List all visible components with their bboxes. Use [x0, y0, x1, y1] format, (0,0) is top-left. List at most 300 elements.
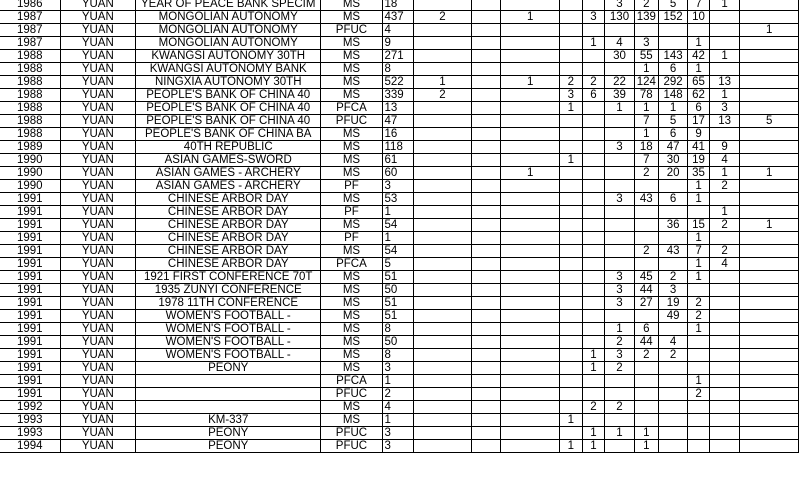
grade-col-9-cell[interactable]: [688, 206, 710, 219]
total-cell[interactable]: 18: [382, 0, 413, 11]
currency-cell[interactable]: YUAN: [60, 232, 136, 245]
year-cell[interactable]: 1990: [0, 154, 60, 167]
grade-col-4-cell[interactable]: [559, 323, 582, 336]
grade-col-7-cell[interactable]: [634, 24, 658, 37]
year-cell[interactable]: 1991: [0, 375, 60, 388]
grade-col-1-cell[interactable]: [413, 232, 472, 245]
grade-col-6-cell[interactable]: 3: [605, 193, 634, 206]
grade-col-3-cell[interactable]: [501, 232, 560, 245]
description-cell[interactable]: WOMEN'S FOOTBALL -: [136, 349, 321, 362]
currency-cell[interactable]: YUAN: [60, 102, 136, 115]
description-cell[interactable]: WOMEN'S FOOTBALL -: [136, 336, 321, 349]
total-cell[interactable]: 1: [382, 232, 413, 245]
grade-col-2-cell[interactable]: [472, 154, 501, 167]
grade-col-4-cell[interactable]: [559, 401, 582, 414]
year-cell[interactable]: 1991: [0, 297, 60, 310]
grade-col-11-cell[interactable]: [740, 11, 799, 24]
grade-col-3-cell[interactable]: [501, 50, 560, 63]
year-cell[interactable]: 1988: [0, 76, 60, 89]
grade-col-7-cell[interactable]: [634, 232, 658, 245]
grade-col-8-cell[interactable]: 6: [658, 63, 687, 76]
grade-col-6-cell[interactable]: 1: [605, 323, 634, 336]
grade-col-9-cell[interactable]: 62: [688, 89, 710, 102]
grade-col-5-cell[interactable]: [582, 232, 605, 245]
total-cell[interactable]: 8: [382, 349, 413, 362]
grade-col-8-cell[interactable]: [658, 258, 687, 271]
grade-col-10-cell[interactable]: [709, 388, 740, 401]
total-cell[interactable]: 8: [382, 63, 413, 76]
grade-type-cell[interactable]: MS: [321, 50, 382, 63]
grade-col-5-cell[interactable]: 1: [582, 37, 605, 50]
grade-col-5-cell[interactable]: [582, 24, 605, 37]
grade-col-4-cell[interactable]: [559, 388, 582, 401]
grade-col-2-cell[interactable]: [472, 245, 501, 258]
grade-col-1-cell[interactable]: [413, 375, 472, 388]
grade-col-7-cell[interactable]: [634, 388, 658, 401]
grade-type-cell[interactable]: MS: [321, 271, 382, 284]
year-cell[interactable]: 1987: [0, 24, 60, 37]
grade-col-3-cell[interactable]: [501, 193, 560, 206]
grade-col-11-cell[interactable]: [740, 375, 799, 388]
grade-col-2-cell[interactable]: [472, 206, 501, 219]
grade-col-10-cell[interactable]: [709, 310, 740, 323]
total-cell[interactable]: 1: [382, 375, 413, 388]
grade-col-9-cell[interactable]: 2: [688, 388, 710, 401]
grade-col-3-cell[interactable]: [501, 219, 560, 232]
year-cell[interactable]: 1991: [0, 388, 60, 401]
year-cell[interactable]: 1991: [0, 206, 60, 219]
grade-col-10-cell[interactable]: [709, 24, 740, 37]
description-cell[interactable]: PEOPLE'S BANK OF CHINA 40: [136, 115, 321, 128]
grade-col-2-cell[interactable]: [472, 167, 501, 180]
grade-col-9-cell[interactable]: 19: [688, 154, 710, 167]
description-cell[interactable]: [136, 401, 321, 414]
grade-col-10-cell[interactable]: [709, 37, 740, 50]
grade-col-10-cell[interactable]: [709, 323, 740, 336]
description-cell[interactable]: CHINESE ARBOR DAY: [136, 193, 321, 206]
description-cell[interactable]: [136, 375, 321, 388]
grade-col-9-cell[interactable]: [688, 362, 710, 375]
grade-col-7-cell[interactable]: [634, 180, 658, 193]
grade-col-3-cell[interactable]: [501, 310, 560, 323]
total-cell[interactable]: 4: [382, 401, 413, 414]
total-cell[interactable]: 60: [382, 167, 413, 180]
grade-col-3-cell[interactable]: [501, 271, 560, 284]
grade-col-5-cell[interactable]: [582, 271, 605, 284]
grade-col-9-cell[interactable]: 2: [688, 310, 710, 323]
grade-col-1-cell[interactable]: [413, 310, 472, 323]
grade-col-1-cell[interactable]: [413, 362, 472, 375]
grade-col-10-cell[interactable]: [709, 284, 740, 297]
grade-col-7-cell[interactable]: 6: [634, 323, 658, 336]
grade-col-10-cell[interactable]: 9: [709, 141, 740, 154]
grade-col-1-cell[interactable]: [413, 193, 472, 206]
grade-col-11-cell[interactable]: [740, 310, 799, 323]
grade-type-cell[interactable]: PFUC: [321, 24, 382, 37]
grade-col-7-cell[interactable]: [634, 219, 658, 232]
grade-col-6-cell[interactable]: [605, 375, 634, 388]
total-cell[interactable]: 1: [382, 414, 413, 427]
grade-col-6-cell[interactable]: 3: [605, 297, 634, 310]
description-cell[interactable]: ASIAN GAMES-SWORD: [136, 154, 321, 167]
grade-col-5-cell[interactable]: [582, 414, 605, 427]
grade-col-11-cell[interactable]: 1: [740, 219, 799, 232]
grade-col-2-cell[interactable]: [472, 323, 501, 336]
grade-col-1-cell[interactable]: [413, 245, 472, 258]
year-cell[interactable]: 1991: [0, 219, 60, 232]
grade-col-8-cell[interactable]: 1: [658, 102, 687, 115]
grade-col-7-cell[interactable]: 3: [634, 37, 658, 50]
grade-col-3-cell[interactable]: [501, 180, 560, 193]
grade-col-2-cell[interactable]: [472, 427, 501, 440]
grade-col-5-cell[interactable]: 1: [582, 349, 605, 362]
total-cell[interactable]: 51: [382, 271, 413, 284]
grade-col-5-cell[interactable]: [582, 336, 605, 349]
grade-col-1-cell[interactable]: [413, 24, 472, 37]
grade-col-8-cell[interactable]: [658, 323, 687, 336]
grade-col-2-cell[interactable]: [472, 219, 501, 232]
grade-col-11-cell[interactable]: [740, 245, 799, 258]
grade-col-4-cell[interactable]: [559, 180, 582, 193]
total-cell[interactable]: 118: [382, 141, 413, 154]
grade-col-4-cell[interactable]: [559, 206, 582, 219]
grade-col-6-cell[interactable]: 130: [605, 11, 634, 24]
grade-col-11-cell[interactable]: [740, 271, 799, 284]
grade-col-7-cell[interactable]: [634, 375, 658, 388]
grade-col-1-cell[interactable]: [413, 167, 472, 180]
total-cell[interactable]: 9: [382, 37, 413, 50]
grade-type-cell[interactable]: MS: [321, 128, 382, 141]
grade-col-5-cell[interactable]: [582, 154, 605, 167]
total-cell[interactable]: 3: [382, 440, 413, 453]
grade-col-9-cell[interactable]: [688, 24, 710, 37]
grade-type-cell[interactable]: PFUC: [321, 427, 382, 440]
grade-col-4-cell[interactable]: [559, 167, 582, 180]
year-cell[interactable]: 1988: [0, 50, 60, 63]
currency-cell[interactable]: YUAN: [60, 76, 136, 89]
grade-col-7-cell[interactable]: [634, 258, 658, 271]
grade-col-8-cell[interactable]: [658, 388, 687, 401]
grade-col-10-cell[interactable]: 2: [709, 219, 740, 232]
grade-col-7-cell[interactable]: 2: [634, 167, 658, 180]
grade-col-6-cell[interactable]: [605, 258, 634, 271]
grade-col-5-cell[interactable]: [582, 388, 605, 401]
grade-col-1-cell[interactable]: [413, 414, 472, 427]
description-cell[interactable]: PEOPLE'S BANK OF CHINA 40: [136, 89, 321, 102]
grade-col-5-cell[interactable]: 1: [582, 440, 605, 453]
grade-col-7-cell[interactable]: 139: [634, 11, 658, 24]
grade-col-8-cell[interactable]: 30: [658, 154, 687, 167]
grade-col-6-cell[interactable]: [605, 180, 634, 193]
year-cell[interactable]: 1992: [0, 401, 60, 414]
grade-col-8-cell[interactable]: [658, 375, 687, 388]
currency-cell[interactable]: YUAN: [60, 180, 136, 193]
grade-col-4-cell[interactable]: [559, 11, 582, 24]
grade-col-1-cell[interactable]: [413, 219, 472, 232]
grade-col-11-cell[interactable]: 1: [740, 167, 799, 180]
grade-col-3-cell[interactable]: [501, 128, 560, 141]
grade-col-1-cell[interactable]: [413, 349, 472, 362]
grade-col-6-cell[interactable]: [605, 245, 634, 258]
grade-col-4-cell[interactable]: [559, 349, 582, 362]
grade-col-8-cell[interactable]: 4: [658, 336, 687, 349]
grade-col-5-cell[interactable]: [582, 297, 605, 310]
grade-type-cell[interactable]: MS: [321, 154, 382, 167]
grade-col-5-cell[interactable]: 2: [582, 76, 605, 89]
total-cell[interactable]: 3: [382, 362, 413, 375]
grade-type-cell[interactable]: MS: [321, 362, 382, 375]
currency-cell[interactable]: YUAN: [60, 141, 136, 154]
year-cell[interactable]: 1991: [0, 310, 60, 323]
grade-col-3-cell[interactable]: [501, 258, 560, 271]
grade-col-8-cell[interactable]: 3: [658, 284, 687, 297]
grade-col-1-cell[interactable]: [413, 271, 472, 284]
grade-type-cell[interactable]: MS: [321, 167, 382, 180]
currency-cell[interactable]: YUAN: [60, 271, 136, 284]
grade-col-2-cell[interactable]: [472, 0, 501, 11]
currency-cell[interactable]: YUAN: [60, 349, 136, 362]
grade-col-1-cell[interactable]: [413, 37, 472, 50]
grade-col-9-cell[interactable]: 1: [688, 271, 710, 284]
grade-col-7-cell[interactable]: [634, 401, 658, 414]
grade-col-4-cell[interactable]: [559, 24, 582, 37]
grade-col-1-cell[interactable]: [413, 258, 472, 271]
grade-col-9-cell[interactable]: [688, 401, 710, 414]
currency-cell[interactable]: YUAN: [60, 284, 136, 297]
total-cell[interactable]: 13: [382, 102, 413, 115]
currency-cell[interactable]: YUAN: [60, 154, 136, 167]
grade-col-3-cell[interactable]: [501, 141, 560, 154]
grade-col-7-cell[interactable]: [634, 310, 658, 323]
description-cell[interactable]: KWANGSI AUTONOMY 30TH: [136, 50, 321, 63]
description-cell[interactable]: CHINESE ARBOR DAY: [136, 245, 321, 258]
currency-cell[interactable]: YUAN: [60, 63, 136, 76]
grade-col-9-cell[interactable]: [688, 427, 710, 440]
grade-col-9-cell[interactable]: [688, 440, 710, 453]
grade-col-3-cell[interactable]: [501, 154, 560, 167]
grade-col-7-cell[interactable]: 2: [634, 0, 658, 11]
grade-col-9-cell[interactable]: 2: [688, 297, 710, 310]
grade-col-9-cell[interactable]: 10: [688, 11, 710, 24]
grade-col-10-cell[interactable]: [709, 271, 740, 284]
grade-col-2-cell[interactable]: [472, 11, 501, 24]
grade-col-3-cell[interactable]: [501, 63, 560, 76]
grade-type-cell[interactable]: MS: [321, 323, 382, 336]
grade-col-2-cell[interactable]: [472, 349, 501, 362]
grade-col-11-cell[interactable]: [740, 180, 799, 193]
grade-col-4-cell[interactable]: [559, 141, 582, 154]
description-cell[interactable]: 1921 FIRST CONFERENCE 70T: [136, 271, 321, 284]
grade-col-3-cell[interactable]: [501, 440, 560, 453]
grade-col-2-cell[interactable]: [472, 336, 501, 349]
grade-col-7-cell[interactable]: 1: [634, 128, 658, 141]
grade-col-9-cell[interactable]: 1: [688, 180, 710, 193]
grade-col-6-cell[interactable]: 3: [605, 141, 634, 154]
grade-col-10-cell[interactable]: 13: [709, 115, 740, 128]
grade-col-8-cell[interactable]: [658, 206, 687, 219]
grade-col-11-cell[interactable]: [740, 427, 799, 440]
grade-col-6-cell[interactable]: 3: [605, 271, 634, 284]
grade-col-3-cell[interactable]: [501, 115, 560, 128]
grade-col-5-cell[interactable]: [582, 128, 605, 141]
grade-col-9-cell[interactable]: 1: [688, 63, 710, 76]
grade-col-10-cell[interactable]: 1: [709, 167, 740, 180]
description-cell[interactable]: 1978 11TH CONFERENCE: [136, 297, 321, 310]
grade-col-3-cell[interactable]: [501, 362, 560, 375]
total-cell[interactable]: 339: [382, 89, 413, 102]
year-cell[interactable]: 1987: [0, 11, 60, 24]
grade-col-2-cell[interactable]: [472, 440, 501, 453]
grade-type-cell[interactable]: PFCA: [321, 375, 382, 388]
grade-col-8-cell[interactable]: 6: [658, 193, 687, 206]
grade-col-8-cell[interactable]: 49: [658, 310, 687, 323]
description-cell[interactable]: KM-337: [136, 414, 321, 427]
grade-col-9-cell[interactable]: 35: [688, 167, 710, 180]
grade-col-2-cell[interactable]: [472, 310, 501, 323]
grade-col-4-cell[interactable]: [559, 245, 582, 258]
grade-type-cell[interactable]: MS: [321, 284, 382, 297]
grade-col-8-cell[interactable]: 148: [658, 89, 687, 102]
currency-cell[interactable]: YUAN: [60, 297, 136, 310]
grade-col-7-cell[interactable]: 44: [634, 284, 658, 297]
description-cell[interactable]: 40TH REPUBLIC: [136, 141, 321, 154]
grade-col-8-cell[interactable]: [658, 24, 687, 37]
grade-col-10-cell[interactable]: 1: [709, 0, 740, 11]
grade-col-1-cell[interactable]: [413, 115, 472, 128]
currency-cell[interactable]: YUAN: [60, 401, 136, 414]
grade-col-4-cell[interactable]: [559, 297, 582, 310]
grade-col-5-cell[interactable]: [582, 284, 605, 297]
grade-col-1-cell[interactable]: [413, 427, 472, 440]
grade-type-cell[interactable]: MS: [321, 414, 382, 427]
grade-type-cell[interactable]: MS: [321, 297, 382, 310]
grade-col-11-cell[interactable]: [740, 89, 799, 102]
grade-col-2-cell[interactable]: [472, 63, 501, 76]
grade-col-8-cell[interactable]: [658, 232, 687, 245]
year-cell[interactable]: 1989: [0, 141, 60, 154]
grade-col-1-cell[interactable]: [413, 102, 472, 115]
grade-col-10-cell[interactable]: [709, 128, 740, 141]
grade-col-5-cell[interactable]: [582, 193, 605, 206]
grade-col-6-cell[interactable]: 22: [605, 76, 634, 89]
grade-col-2-cell[interactable]: [472, 128, 501, 141]
grade-col-4-cell[interactable]: [559, 271, 582, 284]
grade-col-10-cell[interactable]: 4: [709, 154, 740, 167]
grade-col-3-cell[interactable]: [501, 336, 560, 349]
grade-col-5-cell[interactable]: [582, 115, 605, 128]
year-cell[interactable]: 1991: [0, 232, 60, 245]
grade-col-2-cell[interactable]: [472, 414, 501, 427]
total-cell[interactable]: 53: [382, 193, 413, 206]
grade-col-8-cell[interactable]: [658, 440, 687, 453]
grade-col-11-cell[interactable]: [740, 102, 799, 115]
grade-col-5-cell[interactable]: [582, 63, 605, 76]
grade-col-2-cell[interactable]: [472, 76, 501, 89]
description-cell[interactable]: YEAR OF PEACE BANK SPECIM: [136, 0, 321, 11]
grade-col-4-cell[interactable]: 2: [559, 76, 582, 89]
grade-col-8-cell[interactable]: 43: [658, 245, 687, 258]
grade-col-3-cell[interactable]: [501, 297, 560, 310]
currency-cell[interactable]: YUAN: [60, 427, 136, 440]
grade-col-1-cell[interactable]: [413, 141, 472, 154]
grade-col-10-cell[interactable]: [709, 427, 740, 440]
grade-col-4-cell[interactable]: 1: [559, 102, 582, 115]
currency-cell[interactable]: YUAN: [60, 336, 136, 349]
grade-col-7-cell[interactable]: [634, 206, 658, 219]
year-cell[interactable]: 1990: [0, 167, 60, 180]
grade-type-cell[interactable]: MS: [321, 0, 382, 11]
grade-col-5-cell[interactable]: 1: [582, 362, 605, 375]
grade-col-4-cell[interactable]: [559, 362, 582, 375]
grade-type-cell[interactable]: MS: [321, 401, 382, 414]
grade-col-10-cell[interactable]: [709, 63, 740, 76]
grade-col-11-cell[interactable]: [740, 297, 799, 310]
total-cell[interactable]: 271: [382, 50, 413, 63]
grade-col-11-cell[interactable]: [740, 128, 799, 141]
year-cell[interactable]: 1991: [0, 349, 60, 362]
grade-col-11-cell[interactable]: [740, 193, 799, 206]
grade-col-4-cell[interactable]: [559, 427, 582, 440]
grade-col-9-cell[interactable]: 1: [688, 37, 710, 50]
grade-col-5-cell[interactable]: [582, 141, 605, 154]
year-cell[interactable]: 1988: [0, 63, 60, 76]
total-cell[interactable]: 437: [382, 11, 413, 24]
grade-col-6-cell[interactable]: 3: [605, 284, 634, 297]
grade-type-cell[interactable]: MS: [321, 37, 382, 50]
description-cell[interactable]: PEONY: [136, 362, 321, 375]
description-cell[interactable]: ASIAN GAMES - ARCHERY: [136, 167, 321, 180]
description-cell[interactable]: CHINESE ARBOR DAY: [136, 219, 321, 232]
grade-col-8-cell[interactable]: 20: [658, 167, 687, 180]
grade-type-cell[interactable]: MS: [321, 310, 382, 323]
grade-col-3-cell[interactable]: 1: [501, 167, 560, 180]
grade-col-3-cell[interactable]: [501, 427, 560, 440]
grade-col-11-cell[interactable]: [740, 50, 799, 63]
grade-col-5-cell[interactable]: 6: [582, 89, 605, 102]
grade-col-2-cell[interactable]: [472, 24, 501, 37]
total-cell[interactable]: 51: [382, 310, 413, 323]
grade-col-1-cell[interactable]: [413, 401, 472, 414]
currency-cell[interactable]: YUAN: [60, 89, 136, 102]
grade-col-1-cell[interactable]: [413, 50, 472, 63]
grade-col-4-cell[interactable]: [559, 193, 582, 206]
grade-col-11-cell[interactable]: [740, 414, 799, 427]
total-cell[interactable]: 2: [382, 388, 413, 401]
grade-col-6-cell[interactable]: 4: [605, 37, 634, 50]
grade-col-10-cell[interactable]: 2: [709, 245, 740, 258]
grade-col-7-cell[interactable]: [634, 362, 658, 375]
grade-col-4-cell[interactable]: [559, 284, 582, 297]
grade-type-cell[interactable]: MS: [321, 141, 382, 154]
grade-col-3-cell[interactable]: [501, 375, 560, 388]
year-cell[interactable]: 1991: [0, 271, 60, 284]
grade-col-3-cell[interactable]: [501, 323, 560, 336]
grade-col-2-cell[interactable]: [472, 401, 501, 414]
description-cell[interactable]: WOMEN'S FOOTBALL -: [136, 310, 321, 323]
grade-col-7-cell[interactable]: 1: [634, 63, 658, 76]
total-cell[interactable]: 3: [382, 180, 413, 193]
description-cell[interactable]: CHINESE ARBOR DAY: [136, 258, 321, 271]
grade-col-4-cell[interactable]: [559, 232, 582, 245]
year-cell[interactable]: 1988: [0, 102, 60, 115]
description-cell[interactable]: PEOPLE'S BANK OF CHINA BA: [136, 128, 321, 141]
grade-col-1-cell[interactable]: [413, 0, 472, 11]
grade-col-11-cell[interactable]: [740, 440, 799, 453]
currency-cell[interactable]: YUAN: [60, 375, 136, 388]
currency-cell[interactable]: YUAN: [60, 11, 136, 24]
grade-col-2-cell[interactable]: [472, 141, 501, 154]
year-cell[interactable]: 1986: [0, 0, 60, 11]
